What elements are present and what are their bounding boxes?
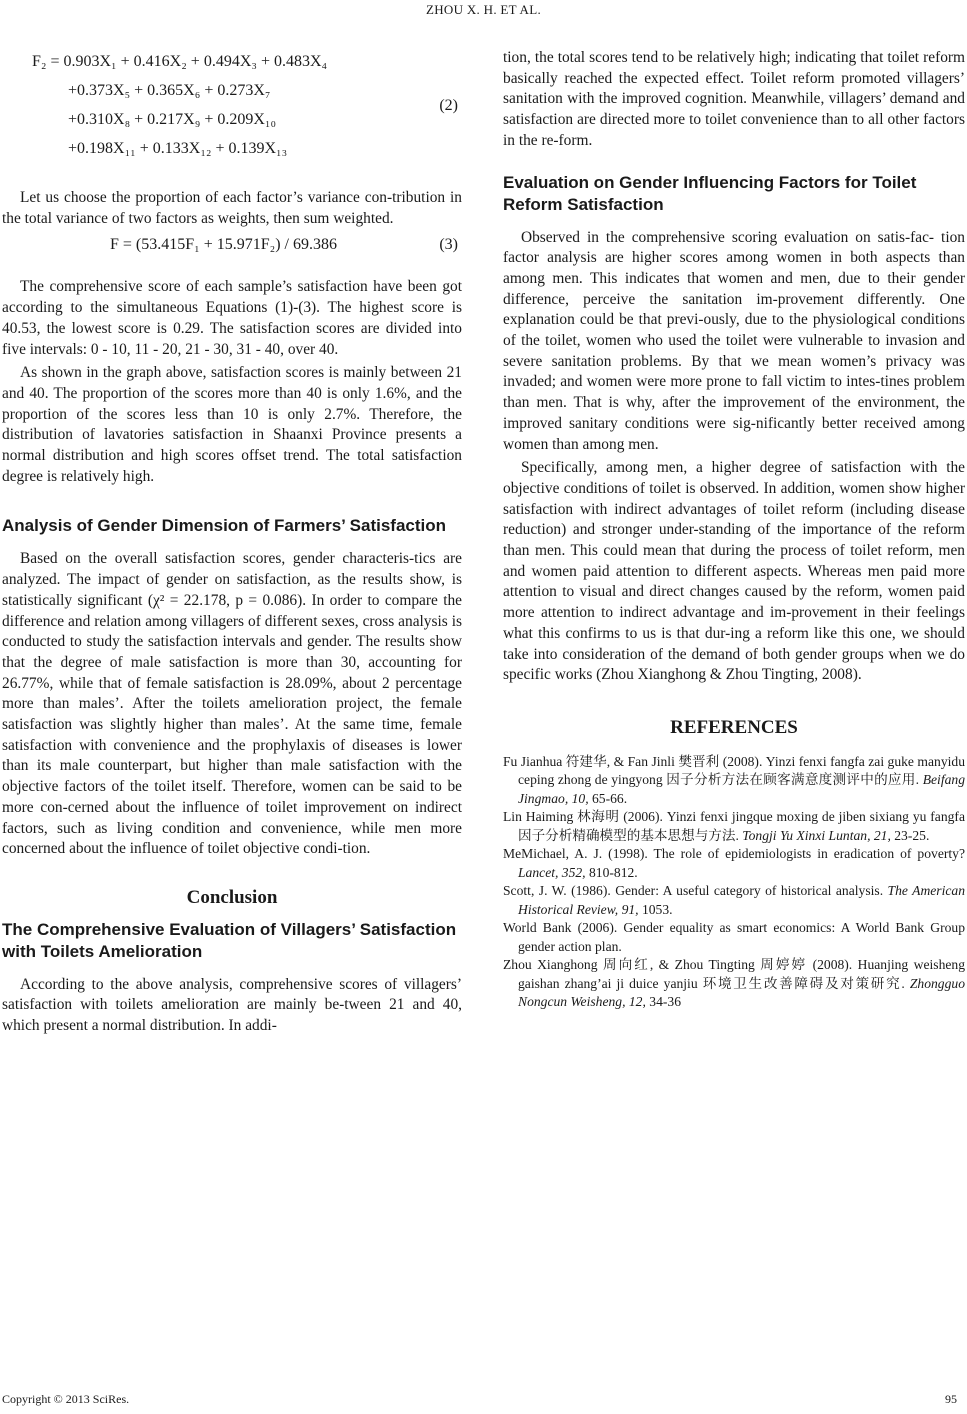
equation-3 xyxy=(2,235,462,265)
heading-references: REFERENCES xyxy=(670,716,798,738)
reference-item xyxy=(503,882,965,919)
reference-pages: 810-812. xyxy=(585,864,638,880)
paragraph-gender-factors: Observed in the comprehensive scoring evaluation on satis-fac- tion factor analysis are higher scores among women in both aspects than among men. This indicates that women and men, due to their gender difference, perceive the sanitation im-provement differently. One explanation could be that previ-ously, due to the physiological conditions of the toilet, women who used the toilet were vulnerable to invasion and severe sanitation problems. By that we mean women’s privacy was invaded; and women were more prone to fall victim to intes-tines problem than men. That is why, after the improvement of the environment, the improved sanitary conditions were sig-nificantly better received among women than among men. xyxy=(503,228,965,453)
reference-source: Tongji Yu Xinxi Luntan, 21, xyxy=(742,827,891,843)
reference-pages: 34-36 xyxy=(645,994,681,1010)
paragraph-gender-analysis: Based on the overall satisfaction scores, gender characteris-tics are analyzed. The impact of gender on satisfaction, as the results show, is statistically significant (χ² = 22.178, p = 0.086). In order to compare the difference and relation among villagers of different sexes, cross analysis is conducted to study the satisfaction intervals and gender. The results show that the degree of male satisfaction is more than 30, accounting for 26.77%, while that of female satisfaction is 28.09%, about 2 percentage more than males’. After the toilets amelioration project, the female satisfaction was slightly higher than males’. At the same time, female satisfaction with convenience and the prophylaxis of diseases is lower than its male counterpart, but higher than male satisfaction with the objective factors of the toilet itself. Therefore, women can be said to be more con-cerned about the influence of toilet improvement on indirect factors, such as living condition and convenience, while men more concerned about the influence of toilet objective condi-tion. xyxy=(2,550,462,858)
equation-3-number: (3) xyxy=(439,236,458,254)
equation-2-number: (2) xyxy=(439,97,458,114)
equation-2-line-3: +0.310X₈ + 0.217X₉ + 0.209X₁₀ xyxy=(68,111,277,128)
paragraph-specifics: Specifically, among men, a higher degree of satisfaction with the objective conditions of toilet is observed. In addition, women show higher satisfaction with indirect advantages of toilet reform (including disease reduction) and stronger under-standing of the importance of the reform than men. This could mean that during the process of toilet reform, men and women paid attention to different aspects. Whereas men paid more attention to visual and direct changes caused by the reform, women paid more attention to indirect advantage and im-provement in their feelings what this confirms to us is that dur-ing a reform like this one, we should take into consideration of the demand of both gender groups when we do specific works (Zhou Xianghong & Zhou Tingting, 2008). xyxy=(503,459,965,684)
paragraph-conclusion-continued: tion, the total scores tend to be relatively high; indicating that toilet reform basically reached the expected effect. Toilet reform promoted villagers’ sanitation with the improved cognition. Meanwhile, villagers’ demand and satisfaction are directed more to toilet convenience than to all other factors in the re-form. xyxy=(503,49,965,149)
paragraph-weights: Let us choose the proportion of each factor’s variance con-tribution in the total variance of two factors as weights, then sum weighted. xyxy=(2,189,462,227)
heading-gender-analysis: Analysis of Gender Dimension of Farmers’ Satisfaction xyxy=(2,516,447,536)
page-number: 95 xyxy=(945,1392,957,1406)
reference-item xyxy=(503,808,965,845)
paragraph-scores: The comprehensive score of each sample’s satisfaction have been got according to the simultaneous Equations (1)-(3). The highest score is 40.53, the lowest score is 0.29. The satisfaction scores are divided into five intervals: 0 - 10, 11 - 20, 21 - 30, 31 - 40, over 40. xyxy=(2,278,462,358)
reference-pages: 23-25. xyxy=(890,827,930,843)
reference-source: Beifang Jingmao, 10, xyxy=(518,772,965,806)
reference-text: Fu Jianhua 符建华, & Fan Jinli 樊晋利 (2008). Yinzi fenxi fangfa zai guke manyidu ceping zhong de yingyong 因子分析方法在顾客满意度测评中的应用. xyxy=(503,753,965,788)
reference-source: Lancet, 352, xyxy=(518,864,586,880)
equation-2 xyxy=(2,52,462,170)
reference-pages: 1053. xyxy=(638,901,673,917)
left-column xyxy=(2,52,462,1037)
paragraph-conclusion-start: According to the above analysis, comprehensive scores of villagers’ satisfaction with toilets amelioration are mainly be-tween 21 and 40, which present a normal distribution. In addi- xyxy=(2,975,462,1035)
reference-item xyxy=(503,845,965,882)
reference-source: The American Historical Review, 91, xyxy=(518,883,965,917)
reference-list xyxy=(503,753,965,1012)
heading-conclusion: Conclusion xyxy=(186,886,278,908)
reference-item xyxy=(503,919,965,956)
paragraph-distribution: As shown in the graph above, satisfaction scores is mainly between 21 and 40. The proportion of the scores more than 40 is only 1.6%, and the proportion of the scores less than 10 is only 2.7%. Therefore, the distribution of lavatories satisfaction in Shaanxi Province presents a normal distribution and high scores offset trend. The total satisfaction degree is relatively high. xyxy=(2,364,462,485)
heading-comprehensive-evaluation: The Comprehensive Evaluation of Villagers’ Satisfaction with Toilets Amelioration xyxy=(2,919,457,961)
heading-gender-factors: Evaluation on Gender Influencing Factors for Toilet Reform Satisfaction xyxy=(503,172,917,214)
equation-2-line-2: +0.373X₅ + 0.365X₆ + 0.273X₇ xyxy=(68,82,271,99)
right-column xyxy=(503,48,965,1012)
reference-text: Scott, J. W. (1986). Gender: A useful category of historical analysis. xyxy=(503,883,888,899)
running-head: ZHOU X. H. ET AL. xyxy=(426,2,541,17)
reference-item xyxy=(503,956,965,1012)
reference-text: Lin Haiming 林海明 (2006). Yinzi fenxi jingque moxing de jiben sixiang yu fangfa 因子分析精确模型的基本思想与方法. xyxy=(503,809,965,843)
reference-pages: 65-66. xyxy=(588,790,628,806)
copyright-notice: Copyright © 2013 SciRes. xyxy=(2,1392,130,1406)
equation-2-line-1: F₂ = 0.903X₁ + 0.416X₂ + 0.494X₃ + 0.483X₄ xyxy=(32,53,328,70)
reference-text: MeMichael, A. J. (1998). The role of epidemiologists in eradication of poverty? xyxy=(503,846,965,862)
reference-item xyxy=(503,753,965,809)
reference-source: Zhongguo Nongcun Weisheng, 12, xyxy=(518,975,965,1010)
reference-text: Zhou Xianghong 周向红, & Zhou Tingting 周婷婷 (2008). Huanjing weisheng gaishan zhang’ai ji duice yanjiu 环境卫生改善障碍及对策研究. xyxy=(503,957,965,991)
equation-3-expression: F = (53.415F₁ + 15.971F₂) / 69.386 xyxy=(110,236,337,254)
equation-2-line-4: +0.198X₁₁ + 0.133X₁₂ + 0.139X₁₃ xyxy=(68,140,288,157)
reference-text: World Bank (2006). Gender equality as smart economics: A World Bank Group gender action plan. xyxy=(503,920,965,954)
